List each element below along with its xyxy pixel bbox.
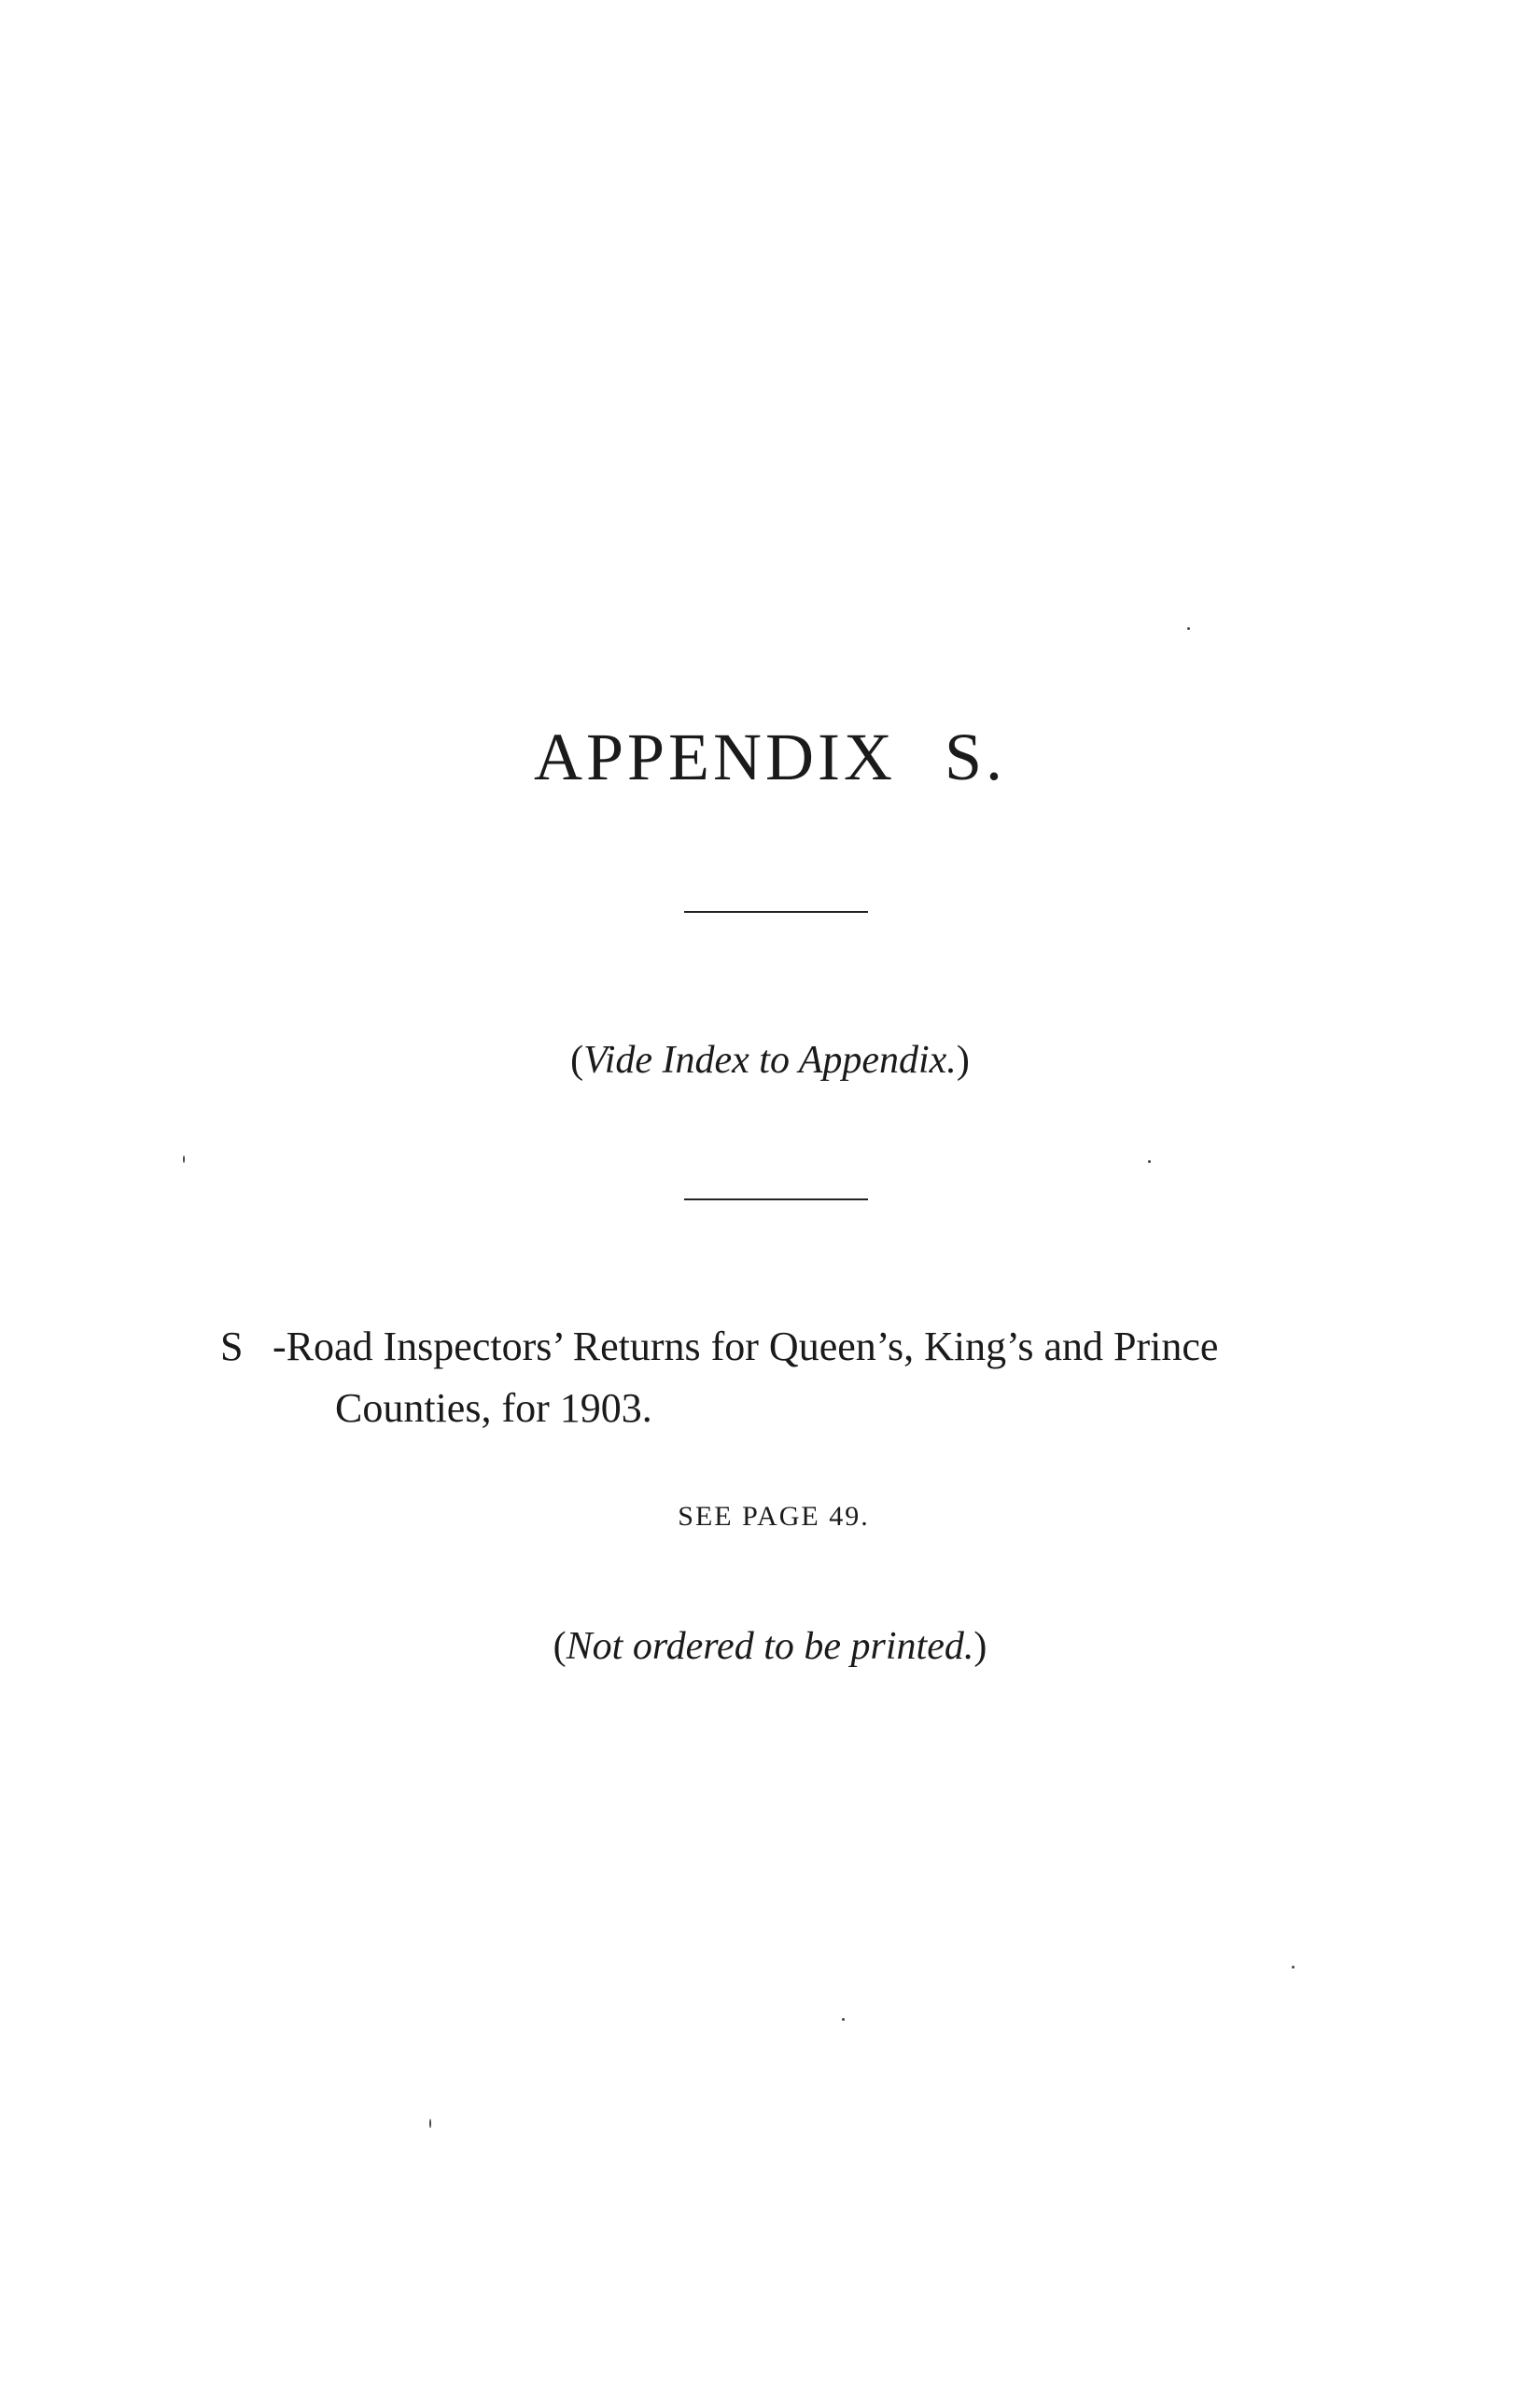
not-ordered-note — [0, 1624, 1540, 1669]
index-reference — [0, 1038, 1540, 1083]
index-reference-close-paren: ) — [956, 1039, 970, 1082]
scan-speck — [1187, 627, 1190, 630]
appendix-heading-word: APPENDIX — [533, 720, 896, 794]
appendix-entry-letter: S — [220, 1324, 244, 1369]
scan-speck — [1292, 1966, 1295, 1969]
divider-rule-bottom — [684, 1198, 868, 1200]
divider-rule-top — [684, 911, 868, 913]
appendix-entry-line-2: Counties, for 1903. — [335, 1385, 652, 1431]
appendix-heading — [0, 719, 1540, 796]
scan-speck — [429, 2119, 431, 2128]
not-ordered-close-paren: ) — [973, 1625, 987, 1668]
not-ordered-open-paren: ( — [553, 1625, 567, 1668]
scan-speck — [1148, 1160, 1151, 1163]
see-page-note: SEE PAGE 49. — [678, 1501, 870, 1532]
scan-speck — [842, 2018, 845, 2021]
appendix-entry-line-1: -Road Inspectors’ Returns for Queen’s, King’s and Prince — [273, 1324, 1219, 1369]
appendix-heading-letter: S. — [944, 720, 1007, 794]
not-ordered-text: Not ordered to be printed. — [566, 1625, 974, 1668]
scan-speck — [183, 1156, 185, 1163]
index-reference-text: Vide Index to Appendix. — [583, 1039, 957, 1082]
index-reference-open-paren: ( — [570, 1039, 584, 1082]
appendix-entry — [220, 1316, 1434, 1439]
